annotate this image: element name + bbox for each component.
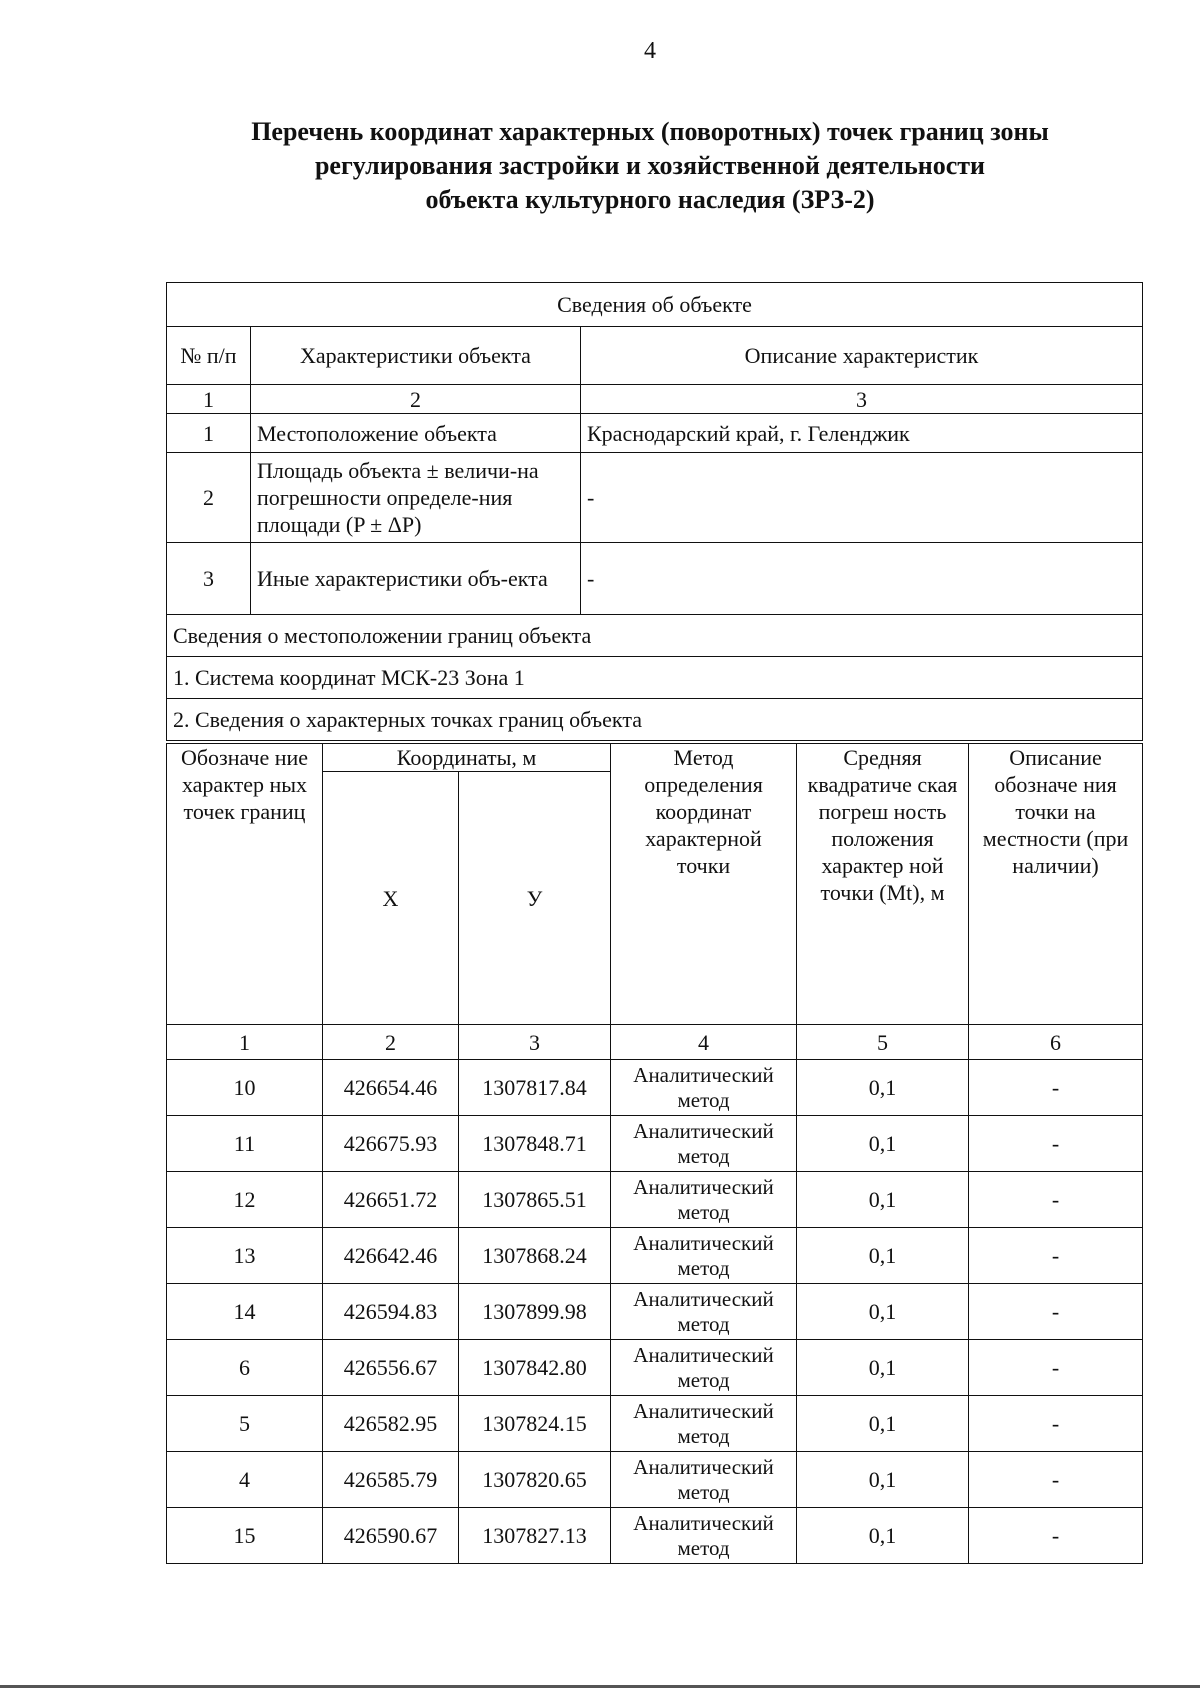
point-x: 426585.79 xyxy=(323,1452,459,1508)
row-num: 1 xyxy=(167,414,251,453)
point-method: Аналитический метод xyxy=(611,1172,797,1228)
point-method: Аналитический метод xyxy=(611,1452,797,1508)
point-y: 1307899.98 xyxy=(459,1284,611,1340)
row-num: 3 xyxy=(167,543,251,615)
row-name: Иные характеристики объ-екта xyxy=(251,543,581,615)
col-header-y: У xyxy=(459,772,611,1025)
title-line-3: объекта культурного наследия (ЗРЗ-2) xyxy=(425,185,875,214)
location-header: Сведения о местоположении границ объекта xyxy=(167,615,1143,657)
table-row xyxy=(167,1396,1143,1452)
row-desc: - xyxy=(581,453,1143,543)
point-id: 6 xyxy=(167,1340,323,1396)
col-header-point-description: Описание обозначе ния точки на местности (при наличии) xyxy=(969,744,1143,1025)
point-error: 0,1 xyxy=(797,1116,969,1172)
point-x: 426651.72 xyxy=(323,1172,459,1228)
point-id: 13 xyxy=(167,1228,323,1284)
point-error: 0,1 xyxy=(797,1452,969,1508)
point-id: 4 xyxy=(167,1452,323,1508)
row-name: Местоположение объекта xyxy=(251,414,581,453)
col-index: 3 xyxy=(459,1025,611,1060)
col-header-point-label: Обозначе ние характер ных точек границ xyxy=(167,744,323,1025)
row-desc: - xyxy=(581,543,1143,615)
point-y: 1307848.71 xyxy=(459,1116,611,1172)
col-index: 2 xyxy=(323,1025,459,1060)
col-header-description: Описание характеристик xyxy=(581,327,1143,385)
point-error: 0,1 xyxy=(797,1340,969,1396)
point-y: 1307817.84 xyxy=(459,1060,611,1116)
point-method: Аналитический метод xyxy=(611,1060,797,1116)
point-description: - xyxy=(969,1340,1143,1396)
point-id: 5 xyxy=(167,1396,323,1452)
col-index: 3 xyxy=(581,385,1143,414)
col-index: 1 xyxy=(167,385,251,414)
point-error: 0,1 xyxy=(797,1284,969,1340)
title-line-1: Перечень координат характерных (поворотных) точек границ зоны xyxy=(251,117,1049,146)
point-x: 426675.93 xyxy=(323,1116,459,1172)
table-row xyxy=(167,1452,1143,1508)
point-description: - xyxy=(969,1452,1143,1508)
coordinate-system: 1. Система координат МСК-23 Зона 1 xyxy=(167,657,1143,699)
table-row xyxy=(167,1284,1143,1340)
point-description: - xyxy=(969,1172,1143,1228)
table-row xyxy=(167,1172,1143,1228)
table-row xyxy=(167,543,1143,615)
title-line-2: регулирования застройки и хозяйственной деятельности xyxy=(314,151,986,180)
col-index: 4 xyxy=(611,1025,797,1060)
point-y: 1307868.24 xyxy=(459,1228,611,1284)
point-id: 12 xyxy=(167,1172,323,1228)
points-table xyxy=(166,743,1143,1564)
point-x: 426582.95 xyxy=(323,1396,459,1452)
footer-divider xyxy=(0,1685,1200,1688)
point-x: 426642.46 xyxy=(323,1228,459,1284)
point-description: - xyxy=(969,1116,1143,1172)
col-index: 6 xyxy=(969,1025,1143,1060)
row-desc: Краснодарский край, г. Геленджик xyxy=(581,414,1143,453)
col-header-coordinates: Координаты, м xyxy=(323,744,611,772)
table-row xyxy=(167,1116,1143,1172)
col-header-error: Средняя квадратиче ская погреш ность положения характер ной точки (Mt), м xyxy=(797,744,969,1025)
col-index: 5 xyxy=(797,1025,969,1060)
table-row xyxy=(167,1508,1143,1564)
table-row xyxy=(167,1228,1143,1284)
point-error: 0,1 xyxy=(797,1172,969,1228)
point-x: 426556.67 xyxy=(323,1340,459,1396)
point-description: - xyxy=(969,1060,1143,1116)
page-number: 4 xyxy=(644,38,656,64)
point-x: 426594.83 xyxy=(323,1284,459,1340)
point-id: 11 xyxy=(167,1116,323,1172)
point-y: 1307827.13 xyxy=(459,1508,611,1564)
point-id: 15 xyxy=(167,1508,323,1564)
point-method: Аналитический метод xyxy=(611,1340,797,1396)
point-method: Аналитический метод xyxy=(611,1116,797,1172)
col-header-x: X xyxy=(323,772,459,1025)
points-body xyxy=(167,1060,1143,1564)
point-id: 14 xyxy=(167,1284,323,1340)
point-description: - xyxy=(969,1284,1143,1340)
point-id: 10 xyxy=(167,1060,323,1116)
row-num: 2 xyxy=(167,453,251,543)
point-error: 0,1 xyxy=(797,1508,969,1564)
table-row xyxy=(167,453,1143,543)
point-y: 1307820.65 xyxy=(459,1452,611,1508)
points-header: 2. Сведения о характерных точках границ объекта xyxy=(167,699,1143,741)
point-description: - xyxy=(969,1396,1143,1452)
point-description: - xyxy=(969,1508,1143,1564)
point-y: 1307842.80 xyxy=(459,1340,611,1396)
point-y: 1307824.15 xyxy=(459,1396,611,1452)
point-x: 426654.46 xyxy=(323,1060,459,1116)
point-y: 1307865.51 xyxy=(459,1172,611,1228)
object-info-header: Сведения об объекте xyxy=(167,283,1143,327)
row-name: Площадь объекта ± величи-на погрешности определе-ния площади (P ± ΔP) xyxy=(251,453,581,543)
point-x: 426590.67 xyxy=(323,1508,459,1564)
col-index: 1 xyxy=(167,1025,323,1060)
table-row xyxy=(167,1060,1143,1116)
point-method: Аналитический метод xyxy=(611,1396,797,1452)
col-header-method: Метод определения координат характерной точки xyxy=(611,744,797,1025)
table-row xyxy=(167,414,1143,453)
point-error: 0,1 xyxy=(797,1060,969,1116)
point-description: - xyxy=(969,1228,1143,1284)
col-header-characteristics: Характеристики объекта xyxy=(251,327,581,385)
point-method: Аналитический метод xyxy=(611,1284,797,1340)
point-method: Аналитический метод xyxy=(611,1508,797,1564)
point-error: 0,1 xyxy=(797,1228,969,1284)
table-row xyxy=(167,1340,1143,1396)
point-error: 0,1 xyxy=(797,1396,969,1452)
page-title xyxy=(170,115,1130,217)
point-method: Аналитический метод xyxy=(611,1228,797,1284)
col-header-num: № п/п xyxy=(167,327,251,385)
col-index: 2 xyxy=(251,385,581,414)
object-info-table xyxy=(166,282,1143,741)
